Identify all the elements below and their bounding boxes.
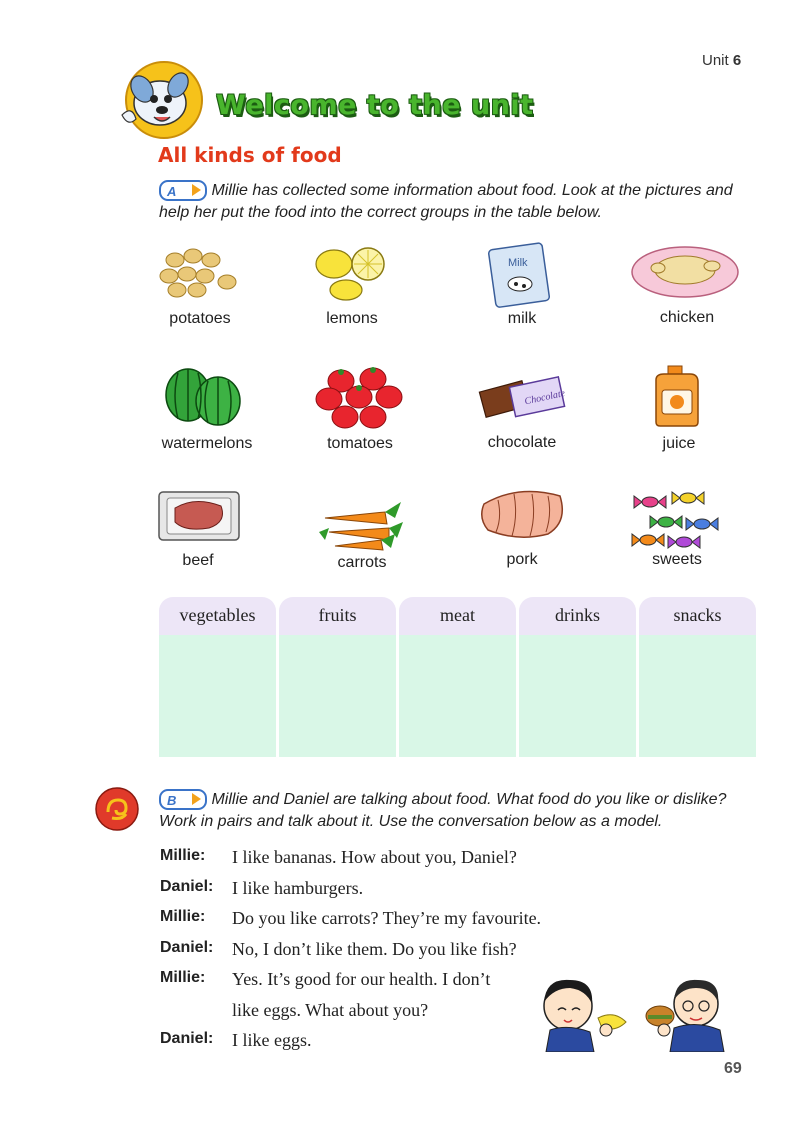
section-b-instruction — [159, 789, 759, 833]
speech: No, I don’t like them. Do you like fish? — [232, 938, 517, 959]
lemons-icon — [310, 240, 400, 310]
pork-icon — [478, 482, 568, 552]
juice-bottle-icon — [640, 362, 730, 432]
table-column-meat — [399, 597, 516, 757]
food-label: carrots — [337, 554, 387, 571]
table-cell[interactable] — [159, 635, 276, 757]
table-cell[interactable] — [639, 635, 756, 757]
table-column-vegetables — [159, 597, 276, 757]
speaker: Millie: — [160, 969, 206, 986]
arrow-icon — [192, 793, 201, 805]
speaker: Daniel: — [160, 1030, 214, 1047]
page-title: Welcome to the unit — [216, 90, 534, 121]
table-header: drinks — [519, 597, 636, 635]
section-subtitle: All kinds of food — [158, 143, 342, 167]
milk-carton-icon — [480, 240, 570, 310]
carrots-icon — [315, 488, 405, 558]
food-label: lemons — [326, 310, 378, 327]
speech: I like hamburgers. — [232, 877, 364, 898]
table-cell[interactable] — [519, 635, 636, 757]
beef-tray-icon — [155, 482, 245, 552]
food-milk — [480, 240, 570, 314]
food-label: milk — [507, 310, 537, 327]
tomatoes-icon — [315, 363, 405, 433]
food-potatoes — [155, 240, 245, 314]
chocolate-icon — [476, 366, 566, 436]
food-tomatoes — [315, 363, 405, 437]
unit-number: 6 — [732, 52, 742, 69]
table-header: vegetables — [159, 597, 276, 635]
section-b-badge: B — [159, 789, 207, 810]
milk-carton-text: Milk — [508, 257, 528, 269]
food-label: chocolate — [487, 434, 557, 451]
speech: like eggs. What about you? — [232, 999, 429, 1020]
food-label: chicken — [659, 309, 715, 326]
food-label: sweets — [652, 551, 702, 568]
table-header: meat — [399, 597, 516, 635]
table-column-fruits — [279, 597, 396, 757]
food-sweets — [630, 484, 720, 558]
speech: I like eggs. — [232, 1030, 312, 1050]
instruction-line: Work in pairs and talk about it. Use the conversation below as a model. — [159, 813, 663, 830]
food-lemons — [310, 240, 400, 314]
food-juice — [640, 362, 730, 436]
unit-label — [702, 52, 741, 69]
kids-eating-illustration — [536, 972, 736, 1052]
page-number: 69 — [724, 1060, 742, 1077]
speech: I like bananas. How about you, Daniel? — [232, 847, 517, 867]
food-pork — [478, 482, 568, 556]
arrow-icon — [192, 184, 201, 196]
instruction-line: help her put the food into the correct groups in the table below. — [159, 204, 602, 221]
table-column-snacks — [639, 597, 756, 757]
food-label: beef — [182, 552, 214, 569]
speech: Do you like carrots? They’re my favourite. — [232, 908, 542, 928]
roast-chicken-icon — [630, 240, 740, 310]
food-label: tomatoes — [327, 435, 393, 452]
dog-mascot-icon — [112, 55, 212, 145]
food-chocolate — [476, 366, 566, 440]
speaker: Millie: — [160, 847, 206, 864]
table-header: snacks — [639, 597, 756, 635]
instruction-line: Millie and Daniel are talking about food. What food do you like or dislike? — [211, 791, 727, 808]
food-label: juice — [662, 435, 696, 452]
table-header: fruits — [279, 597, 396, 635]
food-label: watermelons — [161, 435, 253, 452]
food-carrots — [315, 488, 405, 562]
sweets-icon — [630, 484, 720, 554]
instruction-line: Millie has collected some information about food. Look at the pictures and — [211, 182, 733, 199]
potatoes-icon — [155, 240, 245, 310]
table-cell[interactable] — [399, 635, 516, 757]
unit-prefix: Unit — [702, 52, 729, 69]
food-label: potatoes — [169, 310, 231, 327]
food-chicken — [630, 240, 740, 314]
speaking-icon — [94, 786, 140, 832]
food-label: pork — [506, 551, 538, 568]
section-a-badge: A — [159, 180, 207, 201]
food-beef — [155, 482, 245, 556]
section-a-instruction — [159, 180, 759, 224]
speaker: Daniel: — [160, 877, 214, 895]
chocolate-wrapper-text: Chocolate — [523, 388, 566, 408]
speaker: Millie: — [160, 908, 206, 925]
speaker: Daniel: — [160, 938, 214, 956]
table-cell[interactable] — [279, 635, 396, 757]
watermelons-icon — [160, 363, 250, 433]
table-column-drinks — [519, 597, 636, 757]
food-watermelons — [160, 363, 250, 437]
speech: Yes. It’s good for our health. I don’t — [232, 969, 491, 989]
